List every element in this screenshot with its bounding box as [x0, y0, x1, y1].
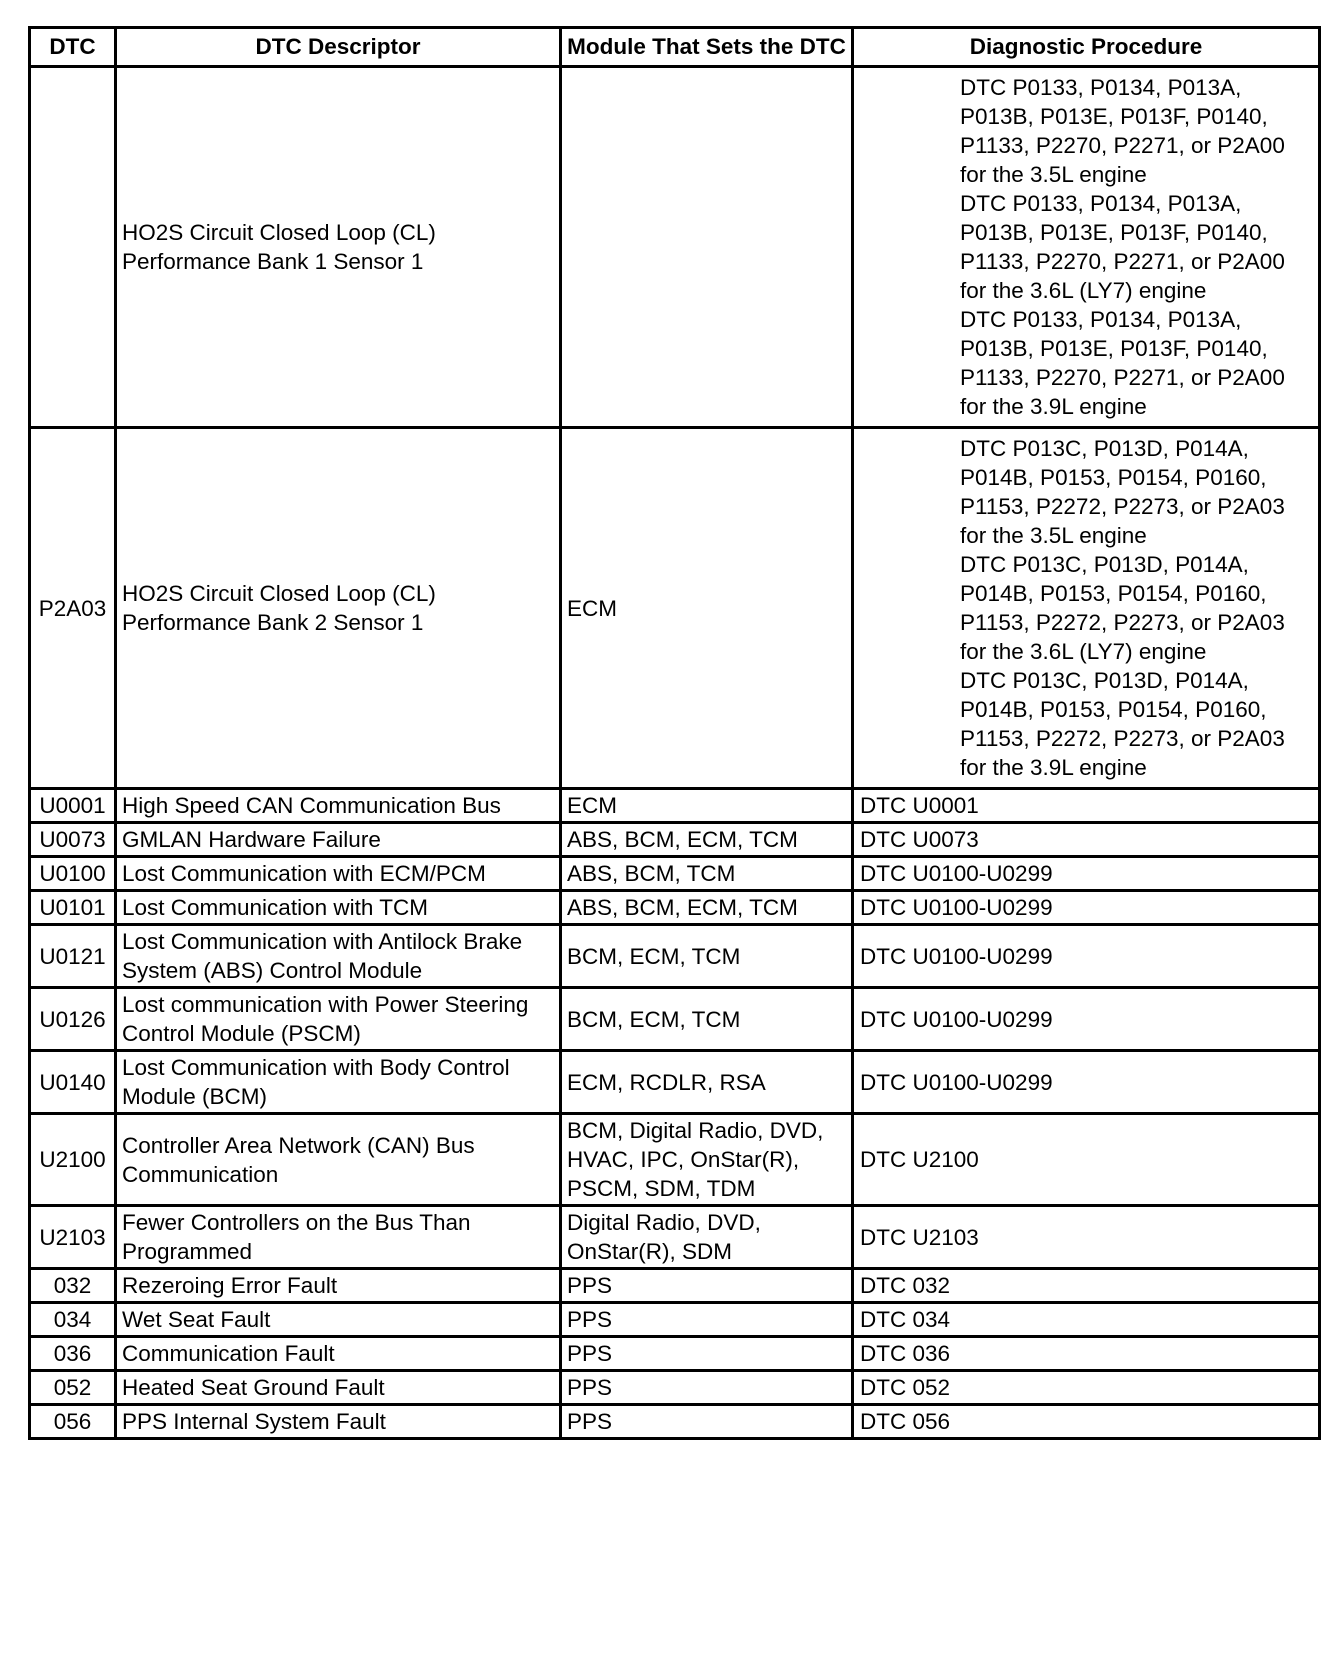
dtc-descriptor: Heated Seat Ground Fault	[116, 1371, 561, 1405]
procedure-line: DTC P0133, P0134, P013A, P013B, P013E, P013F, P0140, P1133, P2270, P2271, or P2A00 for the 3.5L engine	[960, 75, 1285, 187]
table-row	[30, 1114, 1320, 1206]
diagnostic-procedure: DTC 052	[853, 1371, 1320, 1405]
dtc-code: 036	[30, 1337, 116, 1371]
diagnostic-procedure: DTC 036	[853, 1337, 1320, 1371]
dtc-descriptor: Communication Fault	[116, 1337, 561, 1371]
table-row	[30, 428, 1320, 789]
header-dtc-descriptor: DTC Descriptor	[116, 28, 561, 67]
diagnostic-procedure	[853, 67, 1320, 428]
diagnostic-procedure: DTC U0073	[853, 823, 1320, 857]
table-row	[30, 1206, 1320, 1269]
dtc-code: P2A03	[30, 428, 116, 789]
table-header-row	[30, 28, 1320, 67]
diagnostic-procedure: DTC U0100-U0299	[853, 891, 1320, 925]
dtc-code: U0126	[30, 988, 116, 1051]
dtc-descriptor: High Speed CAN Communication Bus	[116, 789, 561, 823]
procedure-line: DTC P013C, P013D, P014A, P014B, P0153, P0154, P0160, P1153, P2272, P2273, or P2A03 for the 3.9L engine	[960, 668, 1285, 780]
procedure-line: DTC P013C, P013D, P014A, P014B, P0153, P0154, P0160, P1153, P2272, P2273, or P2A03 for the 3.6L (LY7) engine	[960, 552, 1285, 664]
table-row	[30, 891, 1320, 925]
dtc-code: U0121	[30, 925, 116, 988]
dtc-descriptor: HO2S Circuit Closed Loop (CL) Performance Bank 2 Sensor 1	[116, 428, 561, 789]
dtc-descriptor: PPS Internal System Fault	[116, 1405, 561, 1439]
procedure-line: DTC P013C, P013D, P014A, P014B, P0153, P0154, P0160, P1153, P2272, P2273, or P2A03 for the 3.5L engine	[960, 436, 1285, 548]
dtc-code: U0073	[30, 823, 116, 857]
table-row	[30, 1269, 1320, 1303]
table-row	[30, 1337, 1320, 1371]
dtc-descriptor: Lost Communication with TCM	[116, 891, 561, 925]
table-row	[30, 857, 1320, 891]
module: PPS	[561, 1371, 853, 1405]
dtc-descriptor: Lost communication with Power Steering Control Module (PSCM)	[116, 988, 561, 1051]
procedure-line: DTC P0133, P0134, P013A, P013B, P013E, P013F, P0140, P1133, P2270, P2271, or P2A00 for the 3.6L (LY7) engine	[960, 191, 1285, 303]
header-module: Module That Sets the DTC	[561, 28, 853, 67]
diagnostic-procedure: DTC U0001	[853, 789, 1320, 823]
table-row	[30, 1051, 1320, 1114]
table-row	[30, 988, 1320, 1051]
diagnostic-procedure: DTC U0100-U0299	[853, 857, 1320, 891]
table-row	[30, 67, 1320, 428]
dtc-code: U0140	[30, 1051, 116, 1114]
dtc-table	[28, 26, 1321, 1440]
diagnostic-procedure: DTC U2103	[853, 1206, 1320, 1269]
diagnostic-procedure: DTC 034	[853, 1303, 1320, 1337]
dtc-code: 034	[30, 1303, 116, 1337]
diagnostic-procedure: DTC U0100-U0299	[853, 1051, 1320, 1114]
diagnostic-procedure: DTC U0100-U0299	[853, 925, 1320, 988]
module: ABS, BCM, TCM	[561, 857, 853, 891]
dtc-code: U0100	[30, 857, 116, 891]
dtc-descriptor: GMLAN Hardware Failure	[116, 823, 561, 857]
module	[561, 67, 853, 428]
table-row	[30, 925, 1320, 988]
dtc-code: 032	[30, 1269, 116, 1303]
dtc-code: U0101	[30, 891, 116, 925]
table-row	[30, 823, 1320, 857]
header-dtc: DTC	[30, 28, 116, 67]
module: BCM, ECM, TCM	[561, 988, 853, 1051]
diagnostic-procedure: DTC 056	[853, 1405, 1320, 1439]
module: ECM, RCDLR, RSA	[561, 1051, 853, 1114]
module: PPS	[561, 1337, 853, 1371]
diagnostic-procedure	[853, 428, 1320, 789]
diagnostic-procedure: DTC 032	[853, 1269, 1320, 1303]
table-row	[30, 1405, 1320, 1439]
module: ECM	[561, 789, 853, 823]
dtc-code: 052	[30, 1371, 116, 1405]
table-row	[30, 789, 1320, 823]
dtc-descriptor: Rezeroing Error Fault	[116, 1269, 561, 1303]
dtc-descriptor: Lost Communication with Antilock Brake System (ABS) Control Module	[116, 925, 561, 988]
dtc-code	[30, 67, 116, 428]
module: Digital Radio, DVD, OnStar(R), SDM	[561, 1206, 853, 1269]
dtc-descriptor: Lost Communication with Body Control Module (BCM)	[116, 1051, 561, 1114]
diagnostic-procedure: DTC U2100	[853, 1114, 1320, 1206]
table-row	[30, 1303, 1320, 1337]
dtc-descriptor: Fewer Controllers on the Bus Than Programmed	[116, 1206, 561, 1269]
procedure-line: DTC P0133, P0134, P013A, P013B, P013E, P013F, P0140, P1133, P2270, P2271, or P2A00 for the 3.9L engine	[960, 307, 1285, 419]
module: ABS, BCM, ECM, TCM	[561, 823, 853, 857]
dtc-descriptor: HO2S Circuit Closed Loop (CL) Performance Bank 1 Sensor 1	[116, 67, 561, 428]
module: ECM	[561, 428, 853, 789]
dtc-descriptor: Lost Communication with ECM/PCM	[116, 857, 561, 891]
module: BCM, Digital Radio, DVD, HVAC, IPC, OnStar(R), PSCM, SDM, TDM	[561, 1114, 853, 1206]
module: ABS, BCM, ECM, TCM	[561, 891, 853, 925]
module: PPS	[561, 1303, 853, 1337]
dtc-code: U2103	[30, 1206, 116, 1269]
header-diagnostic-procedure: Diagnostic Procedure	[853, 28, 1320, 67]
dtc-code: U0001	[30, 789, 116, 823]
diagnostic-procedure: DTC U0100-U0299	[853, 988, 1320, 1051]
module: PPS	[561, 1269, 853, 1303]
table-row	[30, 1371, 1320, 1405]
module: BCM, ECM, TCM	[561, 925, 853, 988]
dtc-code: U2100	[30, 1114, 116, 1206]
module: PPS	[561, 1405, 853, 1439]
dtc-code: 056	[30, 1405, 116, 1439]
dtc-descriptor: Wet Seat Fault	[116, 1303, 561, 1337]
dtc-descriptor: Controller Area Network (CAN) Bus Communication	[116, 1114, 561, 1206]
